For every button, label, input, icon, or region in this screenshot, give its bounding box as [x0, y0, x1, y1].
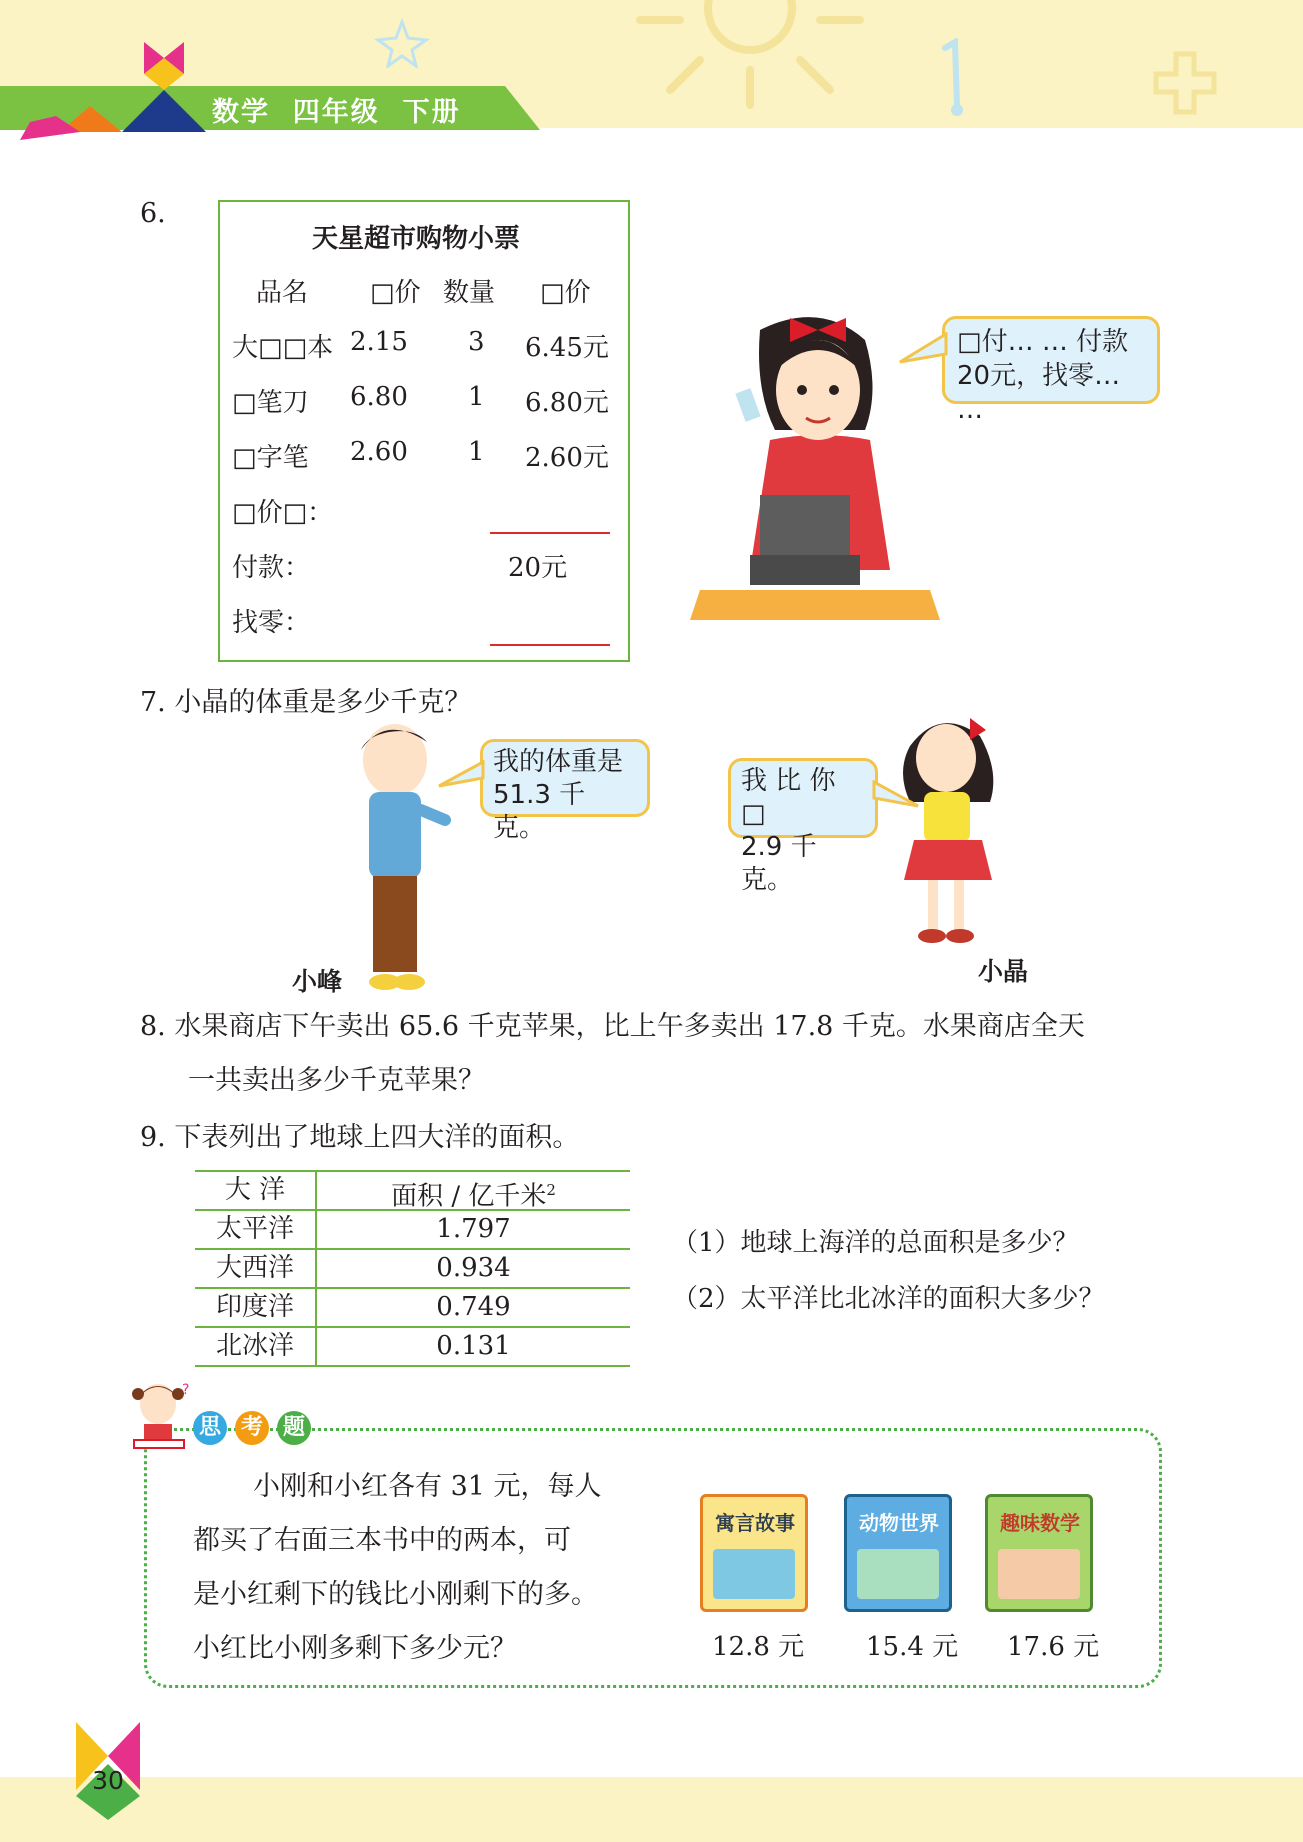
table-cell-ocean: 大西洋 [215, 1253, 294, 1283]
q8-line1: 8. 水果商店下午卖出 65.6 千克苹果，比上午多卖出 17.8 千克。水果商店全天 [140, 1011, 1085, 1042]
book-cover-art [857, 1549, 939, 1599]
table-cell-area: 0.131 [436, 1331, 511, 1361]
receipt-change-blank [490, 644, 610, 646]
book-price: 15.4 元 [866, 1632, 959, 1662]
svg-text:?: ? [182, 1382, 190, 1398]
table-header-ocean: 大 洋 [224, 1175, 286, 1205]
speech-tail [898, 332, 948, 366]
book-price: 12.8 元 [712, 1632, 805, 1662]
receipt-row-item: □笔刀 [232, 388, 309, 418]
plus-decoration [1150, 48, 1220, 118]
table-header-area-label: 面积 / 亿千米 [391, 1181, 547, 1212]
girl-illustration [890, 712, 1010, 952]
receipt-total-label: □价□： [232, 498, 334, 528]
girl-name: 小晶 [978, 957, 1029, 986]
table-row [195, 1250, 630, 1289]
thinking-text-line: 小红比小刚多剩下多少元？ [193, 1633, 517, 1664]
table-cell-ocean: 太平洋 [215, 1214, 294, 1244]
girl-speech-line: 2.9 千克。 [741, 832, 817, 895]
header-title: 数学 四年级 下册 [212, 97, 461, 128]
receipt-row-item: 大□□本 [232, 333, 334, 363]
receipt-header-unit-price: □价 [370, 278, 421, 308]
receipt-row-price: 2.15 [350, 327, 408, 357]
tangram-logo [20, 36, 210, 142]
book-price: 17.6 元 [1007, 1632, 1100, 1662]
table-row [195, 1328, 630, 1367]
receipt-row-qty: 3 [468, 327, 485, 357]
q6-number: 6. [140, 198, 166, 229]
boy-name: 小峰 [292, 967, 343, 996]
boy-speech-bubble [480, 739, 650, 843]
book-title: 动物世界 [859, 1511, 939, 1535]
receipt [218, 200, 630, 662]
thinking-text-line: 都买了右面三本书中的两本，可 [193, 1525, 571, 1556]
page-number: 30 [92, 1766, 124, 1795]
table-row [195, 1211, 630, 1250]
speech-tail [872, 780, 920, 810]
receipt-row-qty: 1 [468, 437, 485, 467]
table-column-divider [315, 1172, 317, 1367]
girl-speech-bubble [728, 758, 878, 895]
boy-speech-line: 我的体重是 [493, 747, 624, 777]
boy-speech-line: 51.3 千克。 [493, 780, 586, 843]
receipt-header-total: □价 [540, 278, 591, 308]
number-one-decoration [935, 38, 975, 118]
receipt-row-amount: 2.60元 [525, 443, 609, 473]
receipt-row-amount: 6.80元 [525, 388, 609, 418]
book-cover-art [998, 1549, 1080, 1599]
receipt-row-price: 6.80 [350, 382, 408, 412]
thinking-girl-icon [130, 1380, 192, 1452]
book-title: 趣味数学 [1000, 1511, 1080, 1535]
cashier-speech-line: □付… … 付款 [957, 327, 1129, 357]
table-cell-area: 1.797 [436, 1214, 511, 1244]
speech-tail [437, 760, 485, 790]
thinking-text-line: 是小红剩下的钱比小刚剩下的多。 [193, 1579, 598, 1610]
star-decoration [372, 18, 432, 68]
book-fun-math [985, 1494, 1093, 1612]
receipt-header-quantity: 数量 [443, 278, 496, 308]
receipt-row-price: 2.60 [350, 437, 408, 467]
thinking-text-line: 小刚和小红各有 31 元，每人 [253, 1471, 602, 1502]
receipt-change-label: 找零： [232, 608, 311, 638]
q9-text: 9. 下表列出了地球上四大洋的面积。 [140, 1122, 580, 1153]
receipt-paid-label: 付款： [232, 553, 311, 583]
cashier-speech-bubble [942, 316, 1160, 425]
footer-band [0, 1777, 1303, 1842]
receipt-paid-value: 20元 [508, 553, 568, 583]
receipt-row-qty: 1 [468, 382, 485, 412]
table-cell-ocean: 北冰洋 [215, 1331, 294, 1361]
table-row [195, 1289, 630, 1328]
receipt-row-item: □字笔 [232, 443, 309, 473]
receipt-header-item: 品名 [256, 278, 309, 308]
book-fables [700, 1494, 808, 1612]
table-cell-area: 0.934 [436, 1253, 511, 1283]
q8-line2: 一共卖出多少千克苹果？ [188, 1065, 485, 1096]
table-header-row [195, 1172, 630, 1211]
sun-decoration [620, 0, 880, 120]
thinking-badge-char: 思 [193, 1411, 227, 1445]
thinking-badge-char: 考 [235, 1411, 269, 1445]
q9-sub2: （2）太平洋比北冰洋的面积大多少？ [672, 1284, 1105, 1314]
cashier-speech-line: 20元，找零… … [957, 361, 1121, 425]
q7-text: 7. 小晶的体重是多少千克？ [140, 687, 472, 718]
thinking-badge-char: 题 [277, 1411, 311, 1445]
book-animal-world [844, 1494, 952, 1612]
table-cell-ocean: 印度洋 [215, 1292, 294, 1322]
book-title: 寓言故事 [715, 1511, 795, 1535]
q9-sub1: （1）地球上海洋的总面积是多少？ [672, 1228, 1079, 1258]
book-cover-art [713, 1549, 795, 1599]
table-header-area-sup: 2 [546, 1181, 556, 1199]
girl-speech-line: 我 比 你 □ [741, 766, 836, 829]
table-cell-area: 0.749 [436, 1292, 511, 1322]
receipt-row-amount: 6.45元 [525, 333, 609, 363]
table-header-area [317, 1172, 630, 1212]
receipt-total-blank [490, 532, 610, 534]
receipt-title: 天星超市购物小票 [312, 224, 521, 254]
